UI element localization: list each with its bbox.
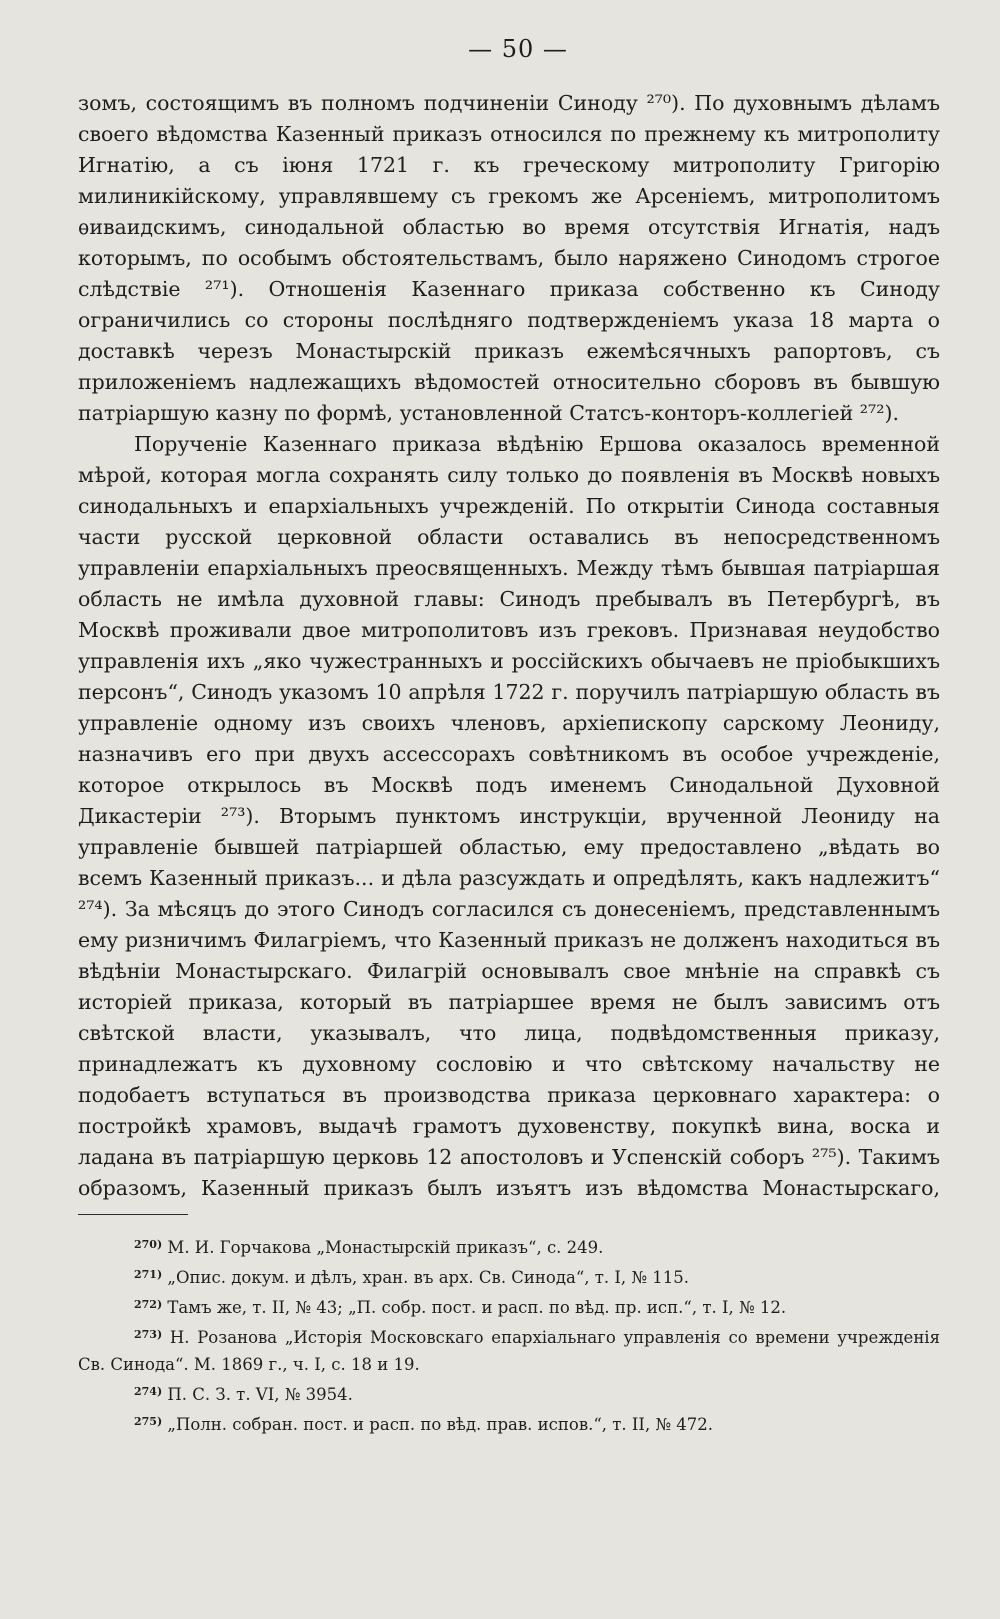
footnote-text: П. С. З. т. VI, № 3954.	[167, 1385, 353, 1404]
footnote-text: М. И. Горчакова „Монастырскій приказъ“, с. 249.	[167, 1238, 604, 1257]
page-number: — 50 —	[468, 35, 568, 63]
footnote-mark: 271)	[134, 1268, 163, 1281]
footnote-274	[78, 1378, 940, 1408]
footnote-text: „Опис. докум. и дѣлъ, хран. въ арх. Св. Синода“, т. I, № 115.	[167, 1268, 690, 1287]
footnote-273	[78, 1321, 940, 1378]
footnote-mark: 273)	[134, 1328, 163, 1341]
footnote-mark: 275)	[134, 1415, 163, 1428]
footnote-275	[78, 1408, 940, 1438]
footnotes	[78, 1231, 940, 1438]
footnote-text: Н. Розанова „Исторія Московскаго епархіальнаго управленія со времени учрежденія Св. Синода“. М. 1869 г., ч. I, с. 18 и 19.	[78, 1328, 940, 1374]
footnote-271	[78, 1261, 940, 1291]
paragraph-2: Порученіе Казеннаго приказа вѣдѣнію Ершова оказалось временной мѣрой, которая могла сохранять силу только до появленія въ Москвѣ новыхъ синодальныхъ и епархіальныхъ учрежденій. По открытіи Синода составныя части русской церковной области оставались въ непосредственномъ управленіи епархіальныхъ преосвященныхъ. Между тѣмъ бывшая патріаршая область не имѣла духовной главы: Синодъ пребывалъ въ Петербургѣ, въ Москвѣ проживали двое митрополитовъ изъ грековъ. Признавая неудобство управленія ихъ „яко чужестранныхъ и россійскихъ обычаевъ не пріобыкшихъ персонъ“, Синодъ указомъ 10 апрѣля 1722 г. поручилъ патріаршую область въ управленіе одному изъ своихъ членовъ, архіепископу сарскому Леониду, назначивъ его при двухъ ассессорахъ совѣтникомъ въ особое учрежденіе, которое открылось въ Москвѣ подъ именемъ Синодальной Духовной Дикастеріи ²⁷³). Вторымъ пунктомъ инструкціи, врученной Леониду на управленіе бывшей патріаршей областью, ему предоставлено „вѣдать во всемъ Казенный приказъ... и дѣла разсуждать и опредѣлять, какъ надлежитъ“ ²⁷⁴). За мѣсяцъ до этого Синодъ согласился съ донесеніемъ, представленнымъ ему ризничимъ Филагріемъ, что Казенный приказъ не долженъ находиться въ вѣдѣніи Монастырскаго. Филагрій основывалъ свое мнѣніе на справкѣ съ исторіей приказа, который въ патріаршее время не былъ зависимъ отъ свѣтской власти, указывалъ, что лица, подвѣдомственныя приказу, принадлежатъ къ духовному сословію и что свѣтскому начальству не подобаетъ вступаться въ производства приказа церковнаго характера: о постройкѣ храмовъ, выдачѣ грамотъ духовенству, покупкѣ вина, воска и ладана въ патріаршую церковь 12 апостоловъ и Успенскій соборъ ²⁷⁵). Такимъ образомъ, Казенный приказъ былъ изъятъ изъ вѣдомства Монастырскаго,	[78, 432, 940, 1200]
main-text	[78, 88, 940, 1204]
footnote-text: „Полн. собран. пост. и расп. по вѣд. прав. испов.“, т. II, № 472.	[167, 1415, 714, 1434]
footnote-272	[78, 1291, 940, 1321]
footnote-mark: 274)	[134, 1385, 163, 1398]
footnote-text: Тамъ же, т. II, № 43; „П. собр. пост. и расп. по вѣд. пр. исп.“, т. I, № 12.	[167, 1298, 787, 1317]
footnote-mark: 272)	[134, 1298, 163, 1311]
footnote-divider	[78, 1214, 188, 1215]
paragraph-1: зомъ, состоящимъ въ полномъ подчиненіи Синоду ²⁷⁰). По духовнымъ дѣламъ своего вѣдомства Казенный приказъ относился по прежнему къ митрополиту Игнатію, а съ іюня 1721 г. къ греческому митрополиту Григорію милиникійскому, управлявшему съ грекомъ же Арсеніемъ, митрополитомъ ѳиваидскимъ, синодальной областью во время отсутствія Игнатія, надъ которымъ, по особымъ обстоятельствамъ, было наряжено Синодомъ строгое слѣдствіе ²⁷¹). Отношенія Казеннаго приказа собственно къ Синоду ограничились со стороны послѣдняго подтвержденіемъ указа 18 марта о доставкѣ черезъ Монастырскій приказъ ежемѣсячныхъ рапортовъ, съ приложеніемъ надлежащихъ вѣдомостей относительно сборовъ въ бывшую патріаршую казну по формѣ, установленной Статсъ-конторъ-коллегіей ²⁷²).	[78, 91, 940, 425]
footnote-mark: 270)	[134, 1238, 163, 1251]
footnote-270	[78, 1231, 940, 1261]
